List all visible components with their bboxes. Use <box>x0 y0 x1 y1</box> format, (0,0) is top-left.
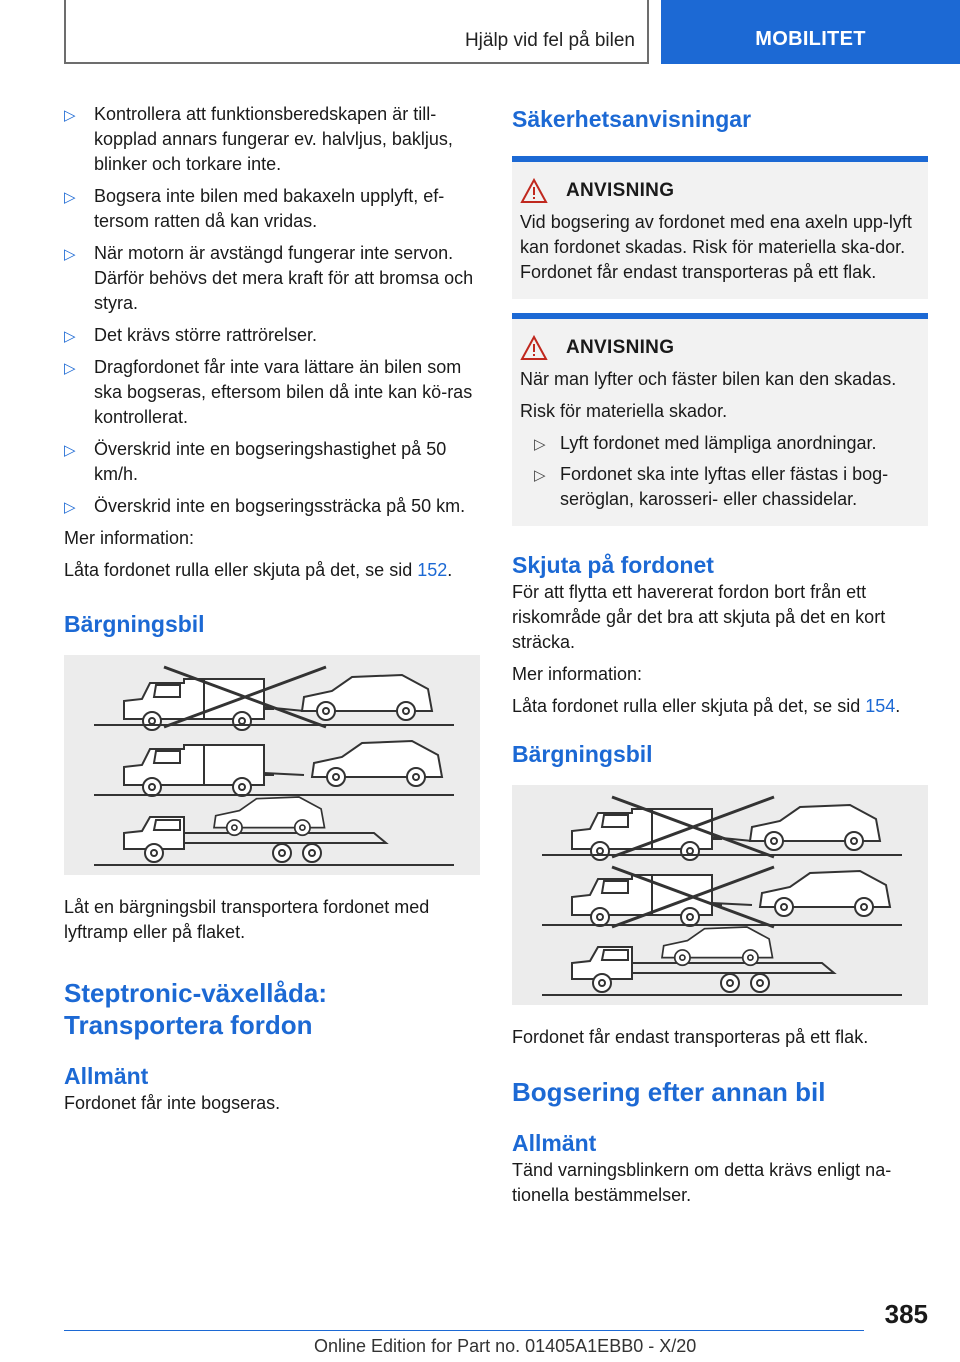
cross-reference <box>512 694 928 719</box>
warning-text: Risk för materiella skador. <box>520 401 728 421</box>
list-item <box>64 241 482 316</box>
tow-truck-illustration <box>512 785 928 1005</box>
warning-text: Vid bogsering av fordonet med ena axeln upp-lyft kan fordonet skadas. Risk för materiella ska-dor. Fordonet får endast transporteras på ett flak. <box>520 212 912 282</box>
right-column <box>512 102 928 1215</box>
cross-reference <box>64 558 482 583</box>
cross-reference-dot: . <box>895 696 901 716</box>
list-item <box>64 355 482 430</box>
bullet-triangle-icon: ▷ <box>64 246 76 263</box>
warning-triangle-icon <box>520 335 548 361</box>
push-text: För att flytta ett havererat fordon bort från ett riskområde går det bra att skjuta på det en kort sträcka. <box>512 582 886 652</box>
list-item <box>520 431 920 456</box>
warning-box <box>512 156 928 299</box>
list-item-text: Överskrid inte en bogseringssträcka på 50 km. <box>94 496 466 516</box>
footer-edition: Online Edition for Part no. 01405A1EBB0 - X/20 <box>314 1336 697 1356</box>
more-info-label: Mer information: <box>512 664 643 684</box>
warning-text: När man lyfter och fäster bilen kan den skadas. <box>520 369 897 389</box>
tow-truck-illustration <box>64 655 480 875</box>
safety-heading: Säkerhetsanvisningar <box>512 106 752 132</box>
left-column <box>64 102 482 1123</box>
bullet-triangle-icon: ▷ <box>64 189 76 206</box>
list-item-text: Lyft fordonet med lämpliga anordningar. <box>560 433 877 453</box>
list-item-text: Det krävs större rattrörelser. <box>94 325 318 345</box>
page-number: 385 <box>884 1299 928 1329</box>
list-item-text: När motorn är avstängd fungerar inte servon. Därför behövs det mera kraft för att bromsa och styra. <box>94 243 474 313</box>
list-item <box>64 323 482 348</box>
towing-heading: Bogsering efter annan bil <box>512 1077 826 1107</box>
steptronic-heading-line2: Transportera fordon <box>64 1010 313 1040</box>
general-heading: Allmänt <box>512 1130 597 1156</box>
tow-truck-caption: Låt en bärgningsbil transportera fordonet med lyftramp eller på flaket. <box>64 897 430 942</box>
page-link-154[interactable]: 154 <box>865 696 896 716</box>
warning-triangle-icon <box>520 178 548 204</box>
tow-truck-heading: Bärgningsbil <box>512 741 653 767</box>
list-item <box>64 437 482 487</box>
list-item <box>64 184 482 234</box>
list-item-text: Överskrid inte en bogseringshastighet på 50 km/h. <box>94 439 447 484</box>
steptronic-heading-line1: Steptronic-växellåda: <box>64 978 327 1008</box>
cross-reference-text: Låta fordonet rulla eller skjuta på det, se sid <box>512 696 861 716</box>
push-heading: Skjuta på fordonet <box>512 552 714 578</box>
more-info-label: Mer information: <box>64 528 195 548</box>
cross-reference-text: Låta fordonet rulla eller skjuta på det, se sid <box>64 560 413 580</box>
list-item <box>520 462 920 512</box>
bullet-triangle-icon: ▷ <box>534 436 546 453</box>
list-item-text: Bogsera inte bilen med bakaxeln upplyft, ef-tersom ratten då kan vridas. <box>94 186 445 231</box>
warning-box <box>512 313 928 526</box>
warning-header <box>520 331 920 365</box>
bullet-triangle-icon: ▷ <box>64 107 76 124</box>
warning-header <box>520 174 920 208</box>
footer-divider <box>64 1330 864 1331</box>
list-item-text: Kontrollera att funktionsberedskapen är till-kopplad annars fungerar ev. halvljus, bakljus, blinker och torkare inte. <box>94 104 453 174</box>
chapter-title: Hjälp vid fel på bilen <box>464 30 635 51</box>
list-item <box>64 494 482 519</box>
page-link-152[interactable]: 152 <box>417 560 448 580</box>
warning-title: ANVISNING <box>566 337 675 358</box>
header-chapter-box <box>64 0 649 64</box>
section-title: MOBILITET <box>755 28 866 50</box>
warning-title: ANVISNING <box>566 180 675 201</box>
bullet-triangle-icon: ▷ <box>64 442 76 459</box>
list-item-text: Dragfordonet får inte vara lättare än bilen som ska bogseras, eftersom bilen då inte kan kö-ras kontrollerat. <box>94 357 473 427</box>
bullet-triangle-icon: ▷ <box>64 328 76 345</box>
general-heading: Allmänt <box>64 1063 149 1089</box>
bullet-triangle-icon: ▷ <box>534 467 546 484</box>
bullet-triangle-icon: ▷ <box>64 499 76 516</box>
bullet-triangle-icon: ▷ <box>64 360 76 377</box>
list-item-text: Fordonet ska inte lyftas eller fästas i bog-seröglan, karosseri- eller chassidelar. <box>560 464 889 509</box>
general-text: Fordonet får inte bogseras. <box>64 1093 281 1113</box>
header-section-tab <box>661 0 960 64</box>
list-item <box>64 102 482 177</box>
tow-truck-caption: Fordonet får endast transporteras på ett flak. <box>512 1027 869 1047</box>
general-text: Tänd varningsblinkern om detta krävs enligt na-tionella bestämmelser. <box>512 1160 892 1205</box>
tow-truck-heading: Bärgningsbil <box>64 611 205 637</box>
cross-reference-dot: . <box>447 560 453 580</box>
